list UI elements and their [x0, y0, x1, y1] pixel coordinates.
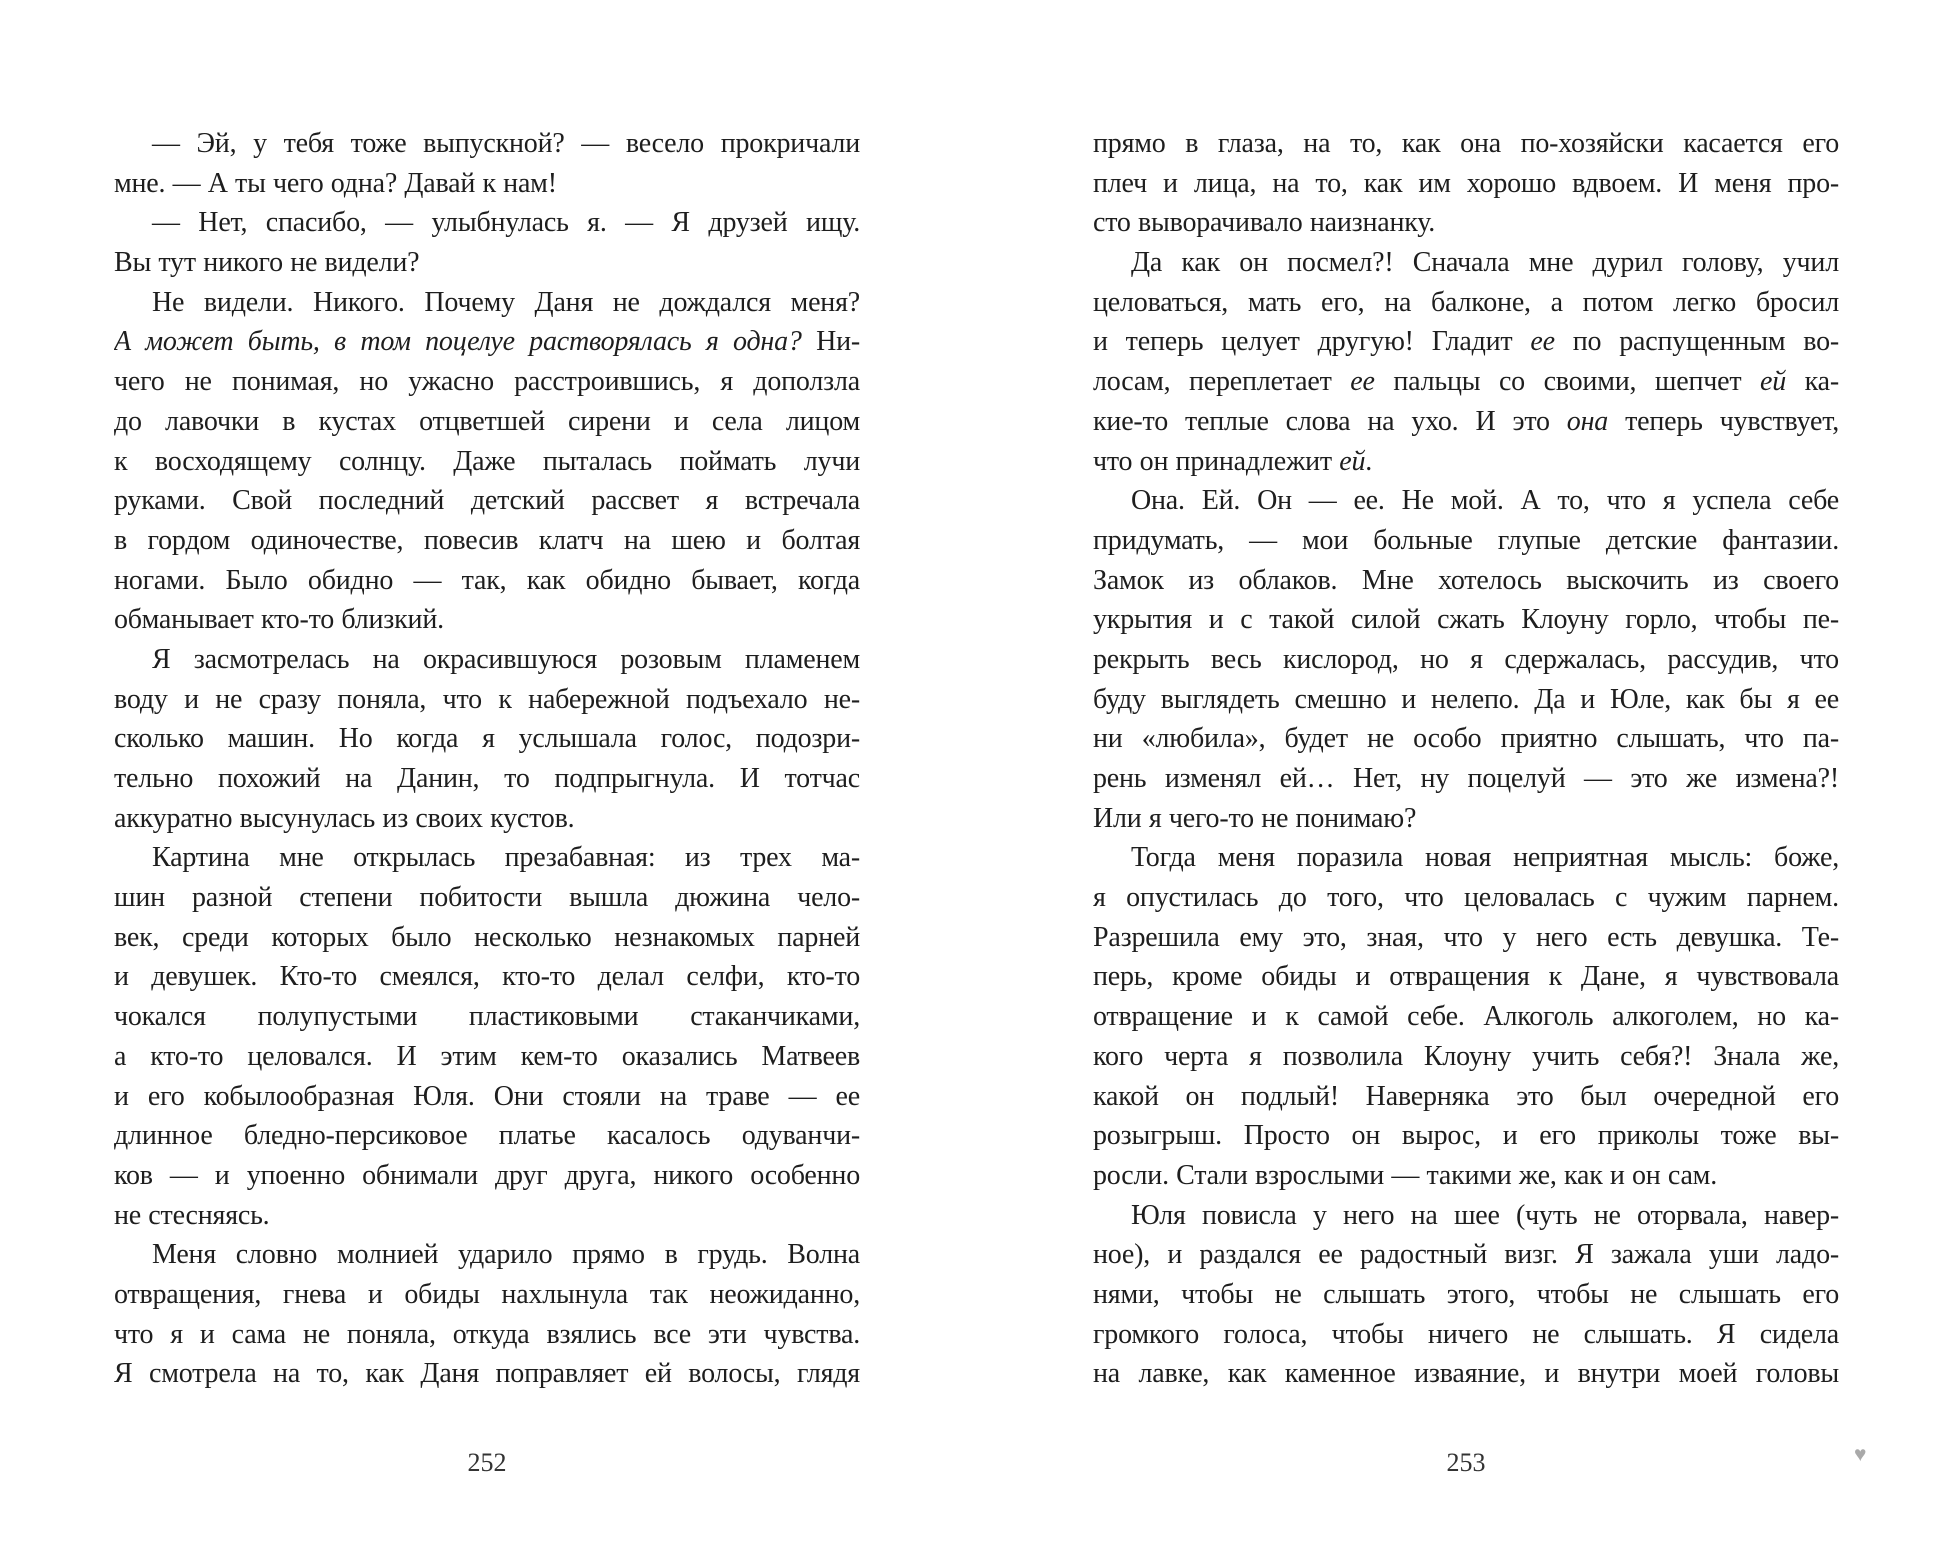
text-line: [114, 1037, 860, 1077]
text-run: Ни-: [801, 326, 860, 358]
page-right-text-column: [1093, 124, 1839, 1394]
text-run: рень изменял ей… Нет, ну поцелуй — это же измена?!: [1093, 763, 1839, 794]
text-run: Я засмотрелась на окрасившуюся розовым пламенем: [152, 643, 860, 675]
text-run: и теперь целует другую! Гладит: [1093, 326, 1531, 358]
text-run: громкого голоса, чтобы ничего не слышать. Я сидела: [1093, 1318, 1839, 1350]
text-run: ногами. Было обидно — так, как обидно бывает, когда: [114, 564, 860, 596]
text-line: [114, 759, 860, 799]
text-line: [114, 561, 860, 601]
text-line: [1093, 957, 1839, 997]
italic-run: она: [1566, 405, 1609, 437]
text-run: что он принадлежит: [1093, 445, 1340, 477]
text-run: лосам, переплетает: [1093, 366, 1351, 398]
text-line: [1093, 1354, 1839, 1394]
text-line: [114, 957, 860, 997]
text-line: [114, 1315, 860, 1355]
text-line: [1093, 561, 1839, 601]
text-run: до лавочки в кустах отцветшей сирени и села лицом: [114, 405, 860, 437]
text-run: Она. Ей. Он — ее. Не мой. А то, что я успела себе: [1131, 485, 1839, 517]
text-run: буду выглядеть смешно и нелепо. Да и Юле, как бы я ее: [1093, 683, 1839, 715]
text-run: Или я чего-то не понимаю?: [1093, 802, 1417, 834]
text-run: чокался полупустыми пластиковыми стаканчиками,: [114, 1001, 860, 1033]
text-line: [114, 521, 860, 561]
text-run: сто выворачивало наизнанку.: [1093, 207, 1436, 239]
text-run: век, среди которых было несколько незнакомых парней: [114, 921, 860, 953]
text-run: Да как он посмел?! Сначала мне дурил голову, учил: [1131, 247, 1839, 279]
text-line: [114, 719, 860, 759]
text-run: росли. Стали взрослыми — такими же, как и он сам.: [1093, 1159, 1717, 1191]
text-run: прямо в глаза, на то, как она по-хозяйски касается его: [1093, 128, 1839, 159]
text-run: обманывает кто-то близкий.: [114, 604, 444, 636]
text-line: [1093, 918, 1839, 958]
text-run: а кто-то целовался. И этим кем-то оказались Матвеев: [114, 1040, 860, 1072]
text-run: пальцы со своими, шепчет: [1374, 366, 1761, 398]
text-line: [1093, 759, 1839, 799]
text-run: на лавке, как каменное изваяние, и внутри моей головы: [1093, 1358, 1839, 1390]
text-run: Вы тут никого не видели?: [114, 247, 420, 279]
text-line: [1093, 1315, 1839, 1355]
text-run: ков — и упоенно обнимали друг друга, никого особенно: [114, 1159, 860, 1191]
text-run: теперь чувствует,: [1608, 405, 1839, 437]
text-run: шин разной степени побитости вышла дюжина чело-: [114, 882, 860, 914]
text-run: кие-то теплые слова на ухо. И это: [1093, 405, 1567, 437]
text-run: ка-: [1786, 366, 1839, 398]
page-left-text-column: [114, 124, 860, 1394]
text-run: что я и сама не поняла, откуда взялись все эти чувства.: [114, 1318, 860, 1350]
text-line: [114, 799, 860, 839]
text-line: [114, 1116, 860, 1156]
text-run: и девушек. Кто-то смеялся, кто-то делал селфи, кто-то: [114, 961, 860, 993]
text-run: нями, чтобы не слышать этого, чтобы не слышать его: [1093, 1278, 1839, 1310]
text-line: [114, 203, 860, 243]
text-line: [1093, 521, 1839, 561]
text-run: руками. Свой последний детский рассвет я встречала: [114, 485, 860, 517]
text-line: [114, 1077, 860, 1117]
text-run: какой он подлый! Наверняка это был очередной его: [1093, 1080, 1839, 1112]
text-run: чего не понимая, но ужасно расстроившись, я доползла: [114, 366, 860, 398]
text-run: аккуратно высунулась из своих кустов.: [114, 802, 575, 834]
text-run: Юля повисла у него на шее (чуть не оторвала, навер-: [1131, 1199, 1839, 1231]
text-line: [1093, 442, 1839, 482]
text-line: [114, 243, 860, 283]
text-line: [1093, 719, 1839, 759]
text-run: и его кобылообразная Юля. Они стояли на траве — ее: [114, 1080, 860, 1112]
text-run: по распущенным во-: [1554, 326, 1839, 358]
italic-run: А может быть, в том поцелуе растворялась я одна?: [114, 326, 802, 358]
text-line: [1093, 362, 1839, 402]
text-line: [114, 283, 860, 323]
italic-run: ее: [1530, 326, 1555, 358]
text-line: [114, 442, 860, 482]
text-line: [1093, 1275, 1839, 1315]
text-run: Картина мне открылась презабавная: из трех ма-: [152, 842, 860, 874]
text-line: [114, 600, 860, 640]
text-line: [114, 164, 860, 204]
text-line: [114, 402, 860, 442]
text-line: [1093, 640, 1839, 680]
text-run: мне. — А ты чего одна? Давай к нам!: [114, 167, 557, 199]
text-run: тельно похожий на Данин, то подпрыгнула. И тотчас: [114, 763, 860, 794]
text-run: ни «любила», будет не особо приятно слышать, что па-: [1093, 723, 1839, 755]
text-run: к восходящему солнцу. Даже пыталась поймать лучи: [114, 445, 860, 477]
text-line: [114, 1275, 860, 1315]
text-line: [1093, 1077, 1839, 1117]
text-line: [1093, 997, 1839, 1037]
text-line: [114, 640, 860, 680]
text-run: отвращение и к самой себе. Алкоголь алкоголем, но ка-: [1093, 1001, 1839, 1033]
text-run: Разрешила ему это, зная, что у него есть девушка. Те-: [1093, 921, 1839, 953]
heart-icon: ♥: [1854, 1442, 1867, 1466]
text-line: [114, 1235, 860, 1275]
text-run: розыгрыш. Просто он вырос, и его приколы тоже вы-: [1093, 1120, 1839, 1152]
text-line: [1093, 481, 1839, 521]
text-line: [1093, 1196, 1839, 1236]
text-run: в гордом одиночестве, повесив клатч на шею и болтая: [114, 524, 860, 556]
text-line: [1093, 283, 1839, 323]
text-run: целоваться, мать его, на балконе, а потом легко бросил: [1093, 286, 1839, 318]
text-line: [1093, 799, 1839, 839]
text-line: [1093, 600, 1839, 640]
text-run: отвращения, гнева и обиды нахлынула так неожиданно,: [114, 1278, 860, 1310]
text-line: [1093, 1116, 1839, 1156]
text-line: [114, 680, 860, 720]
text-run: Не видели. Никого. Почему Даня не дождался меня?: [152, 286, 860, 318]
page-number-left: 252: [467, 1448, 507, 1477]
text-line: [1093, 402, 1839, 442]
text-run: Я смотрела на то, как Даня поправляет ей волосы, глядя: [114, 1358, 860, 1390]
text-run: Тогда меня поразила новая неприятная мысль: боже,: [1131, 842, 1839, 874]
italic-run: ей: [1339, 445, 1366, 477]
text-line: [114, 124, 860, 164]
text-run: укрытия и с такой силой сжать Клоуну горло, чтобы пе-: [1093, 604, 1839, 636]
text-line: [1093, 838, 1839, 878]
text-line: [114, 1196, 860, 1236]
text-run: не стесняясь.: [114, 1199, 270, 1231]
italic-run: ей: [1760, 366, 1787, 398]
text-line: [114, 878, 860, 918]
text-line: [114, 1354, 860, 1394]
text-line: [114, 1156, 860, 1196]
text-line: [1093, 1156, 1839, 1196]
text-line: [114, 362, 860, 402]
text-run: длинное бледно-персиковое платье касалось одуванчи-: [114, 1120, 860, 1152]
text-line: [1093, 164, 1839, 204]
text-run: плеч и лица, на то, как им хорошо вдвоем. И меня про-: [1093, 167, 1839, 199]
text-run: Меня словно молнией ударило прямо в грудь. Волна: [152, 1239, 860, 1271]
text-line: [1093, 1037, 1839, 1077]
text-line: [114, 322, 860, 362]
text-run: Замок из облаков. Мне хотелось выскочить из своего: [1093, 564, 1839, 596]
text-line: [114, 997, 860, 1037]
text-run: .: [1365, 445, 1373, 477]
text-run: придумать, — мои больные глупые детские фантазии.: [1093, 524, 1839, 556]
text-line: [1093, 878, 1839, 918]
text-line: [1093, 322, 1839, 362]
text-line: [114, 481, 860, 521]
text-line: [1093, 124, 1839, 164]
text-run: рекрыть весь кислород, но я сдержалась, рассудив, что: [1093, 643, 1839, 675]
text-line: [1093, 243, 1839, 283]
text-line: [1093, 680, 1839, 720]
text-line: [1093, 203, 1839, 243]
text-run: сколько машин. Но когда я услышала голос, подозри-: [114, 723, 860, 755]
text-run: — Нет, спасибо, — улыбнулась я. — Я друзей ищу.: [152, 207, 860, 239]
italic-run: ее: [1350, 366, 1375, 398]
text-run: воду и не сразу поняла, что к набережной подъехало не-: [114, 683, 860, 715]
text-run: я опустилась до того, что целовалась с чужим парнем.: [1093, 882, 1839, 914]
text-run: кого черта я позволила Клоуну учить себя?! Знала же,: [1093, 1040, 1839, 1072]
text-line: [1093, 1235, 1839, 1275]
text-run: ное), и раздался ее радостный визг. Я зажала уши ладо-: [1093, 1239, 1839, 1271]
text-run: — Эй, у тебя тоже выпускной? — весело прокричали: [152, 128, 860, 159]
text-run: перь, кроме обиды и отвращения к Дане, я чувствовала: [1093, 961, 1839, 993]
page-number-right: 253: [1446, 1448, 1486, 1477]
text-line: [114, 838, 860, 878]
text-line: [114, 918, 860, 958]
